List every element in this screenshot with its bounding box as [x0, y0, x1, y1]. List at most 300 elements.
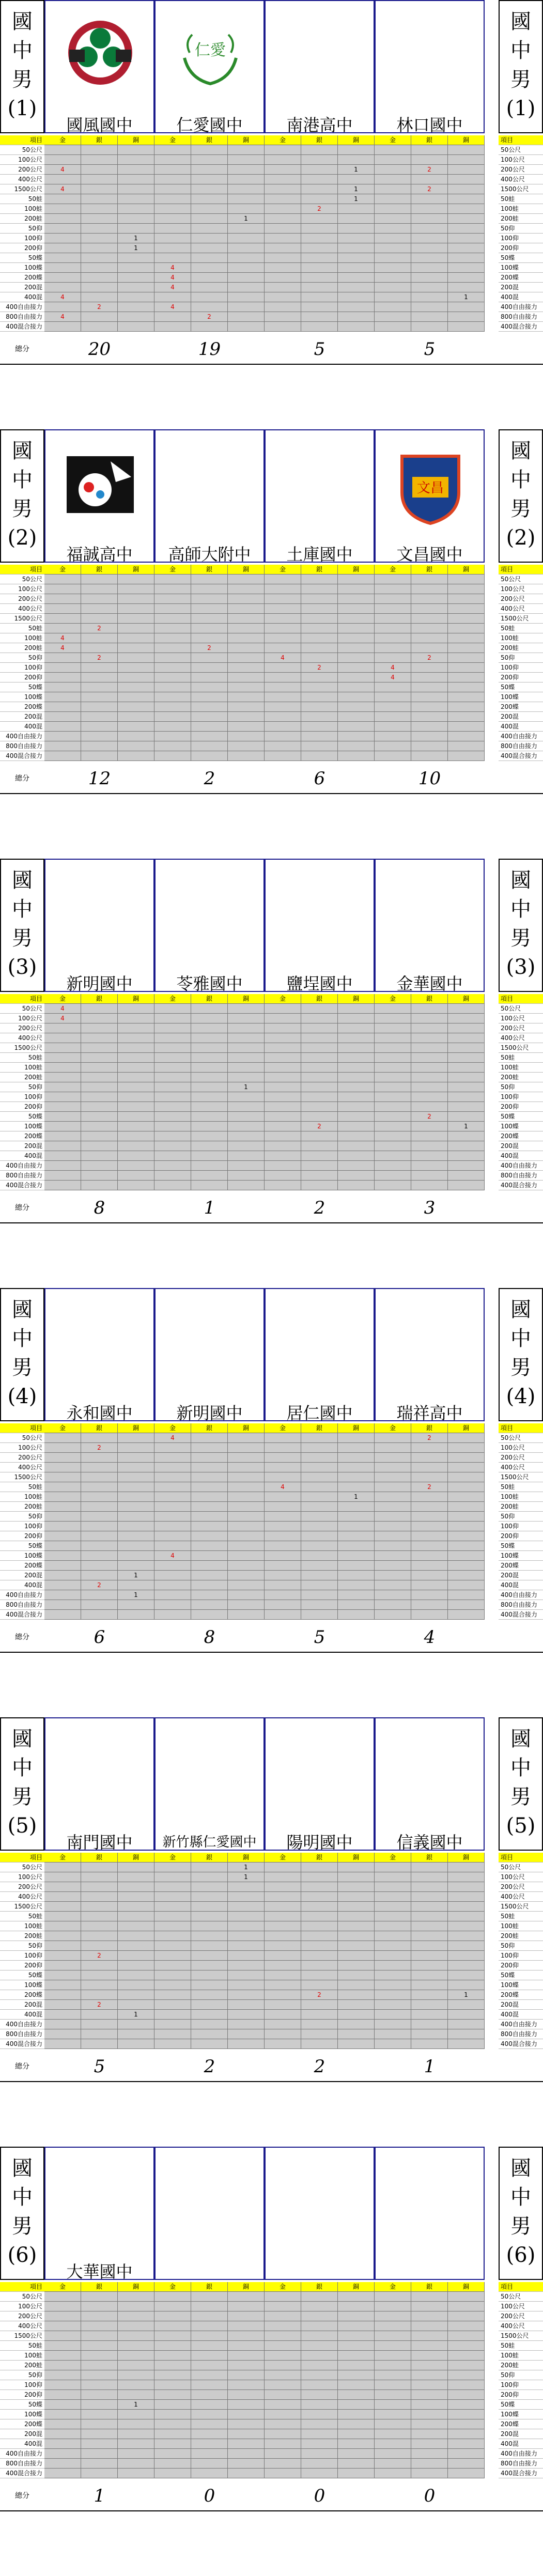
- medal-count-cell: [301, 2370, 338, 2380]
- medal-count-cell: [265, 614, 301, 624]
- event-name-right: 50蛙: [499, 194, 543, 204]
- medal-count-cell: [265, 1970, 301, 1980]
- event-name-right: 800自由接力: [499, 312, 543, 322]
- medal-count-cell: [375, 1433, 411, 1443]
- medal-type-header: 銅: [228, 994, 265, 1004]
- event-name-left: 400公尺: [0, 1033, 44, 1043]
- medal-count-cell: [154, 2469, 191, 2478]
- event-name-right: 400混合接力: [499, 1610, 543, 1620]
- medal-header-row: [0, 1853, 543, 1863]
- medal-count-cell: [81, 2351, 118, 2361]
- event-row: [0, 1453, 543, 1463]
- medal-count-cell: [228, 1600, 265, 1610]
- event-row: [0, 2429, 543, 2439]
- medal-count-cell: [338, 1433, 375, 1443]
- medal-count-cell: [154, 1092, 191, 1102]
- medal-count-cell: [338, 624, 375, 633]
- medal-count-cell: [265, 1053, 301, 1063]
- medal-count-cell: [44, 2459, 81, 2469]
- medal-count-cell: [154, 2400, 191, 2410]
- medal-count-cell: [375, 2469, 411, 2478]
- school-name: 新竹縣仁愛國中: [162, 1835, 257, 1850]
- side-label-char: 男: [12, 497, 33, 521]
- medal-count-cell: [338, 1073, 375, 1082]
- side-label-char: 男: [510, 497, 531, 521]
- medal-count-cell: [154, 1171, 191, 1181]
- medal-count-cell: [411, 1951, 448, 1961]
- event-name-right: 100蛙: [499, 633, 543, 643]
- medal-count-cell: [411, 1902, 448, 1912]
- medal-count-cell: [154, 1482, 191, 1492]
- event-row: [0, 1882, 543, 1892]
- medal-count-cell: [44, 2370, 81, 2380]
- event-name-left: 50公尺: [0, 145, 44, 155]
- medal-count-cell: [118, 1882, 154, 1892]
- medal-type-header: 金: [154, 1853, 191, 1863]
- medal-count-cell: [411, 2459, 448, 2469]
- medal-count-cell: [154, 1610, 191, 1620]
- total-label: 總分: [15, 774, 29, 783]
- side-label-char: 中: [510, 2185, 531, 2209]
- medal-count-cell: [191, 1970, 228, 1980]
- medal-count-cell: 1: [118, 1571, 154, 1580]
- medal-count-cell: [191, 1014, 228, 1023]
- event-row: [0, 204, 543, 214]
- medal-count-cell: [375, 1161, 411, 1171]
- medal-count-cell: [265, 1531, 301, 1541]
- medal-count-cell: [265, 1141, 301, 1151]
- medal-count-cell: [154, 1004, 191, 1014]
- medal-count-cell: [411, 2341, 448, 2351]
- medal-count-cell: [44, 1141, 81, 1151]
- medal-count-cell: [81, 1961, 118, 1970]
- medal-count-cell: [191, 2321, 228, 2331]
- medal-count-cell: 4: [265, 1482, 301, 1492]
- medal-count-cell: [118, 663, 154, 673]
- medal-count-cell: [154, 702, 191, 712]
- svg-text:文昌: 文昌: [416, 480, 444, 496]
- medal-count-cell: [191, 751, 228, 761]
- medal-count-cell: 2: [411, 1482, 448, 1492]
- medal-type-header: 銀: [191, 565, 228, 575]
- event-row: [0, 1872, 543, 1882]
- event-name-left: 400混合接力: [0, 1610, 44, 1620]
- medal-count-cell: [154, 204, 191, 214]
- medal-count-cell: [81, 145, 118, 155]
- medal-count-cell: [448, 653, 485, 663]
- medal-count-cell: [411, 2292, 448, 2302]
- medal-count-cell: [118, 1551, 154, 1561]
- event-row: [0, 2311, 543, 2321]
- medal-count-cell: [118, 2390, 154, 2400]
- medal-count-cell: [191, 2000, 228, 2010]
- medal-count-cell: [265, 1131, 301, 1141]
- event-name-right: 1500公尺: [499, 1472, 543, 1482]
- medal-count-cell: [265, 633, 301, 643]
- medal-count-cell: [44, 204, 81, 214]
- medal-count-cell: [154, 1014, 191, 1023]
- medal-count-cell: [301, 2361, 338, 2370]
- medal-count-cell: [191, 1522, 228, 1531]
- medal-count-cell: [411, 273, 448, 283]
- medal-count-cell: 2: [81, 1580, 118, 1590]
- event-name-right: 200混: [499, 2429, 543, 2439]
- medal-count-cell: [448, 741, 485, 751]
- medal-count-cell: [81, 1453, 118, 1463]
- medal-count-cell: [191, 273, 228, 283]
- medal-count-cell: [301, 1014, 338, 1023]
- medal-count-cell: [154, 2292, 191, 2302]
- medal-count-cell: [228, 204, 265, 214]
- medal-count-cell: [411, 2302, 448, 2311]
- event-name-left: 400自由接力: [0, 2449, 44, 2459]
- medal-type-header: 銀: [191, 1853, 228, 1863]
- event-name-left: 200仰: [0, 1102, 44, 1112]
- medal-count-cell: [44, 2469, 81, 2478]
- medal-type-header: 銅: [228, 1423, 265, 1433]
- medal-count-cell: [338, 243, 375, 253]
- side-label-char: (3): [506, 955, 536, 979]
- medal-count-cell: [338, 663, 375, 673]
- medal-count-cell: [411, 1600, 448, 1610]
- medal-count-cell: [118, 1122, 154, 1131]
- event-name-left: 400混合接力: [0, 751, 44, 761]
- medal-count-cell: [338, 214, 375, 224]
- event-name-left: 100蛙: [0, 2351, 44, 2361]
- medal-count-cell: [228, 155, 265, 165]
- medal-type-header: 銅: [228, 135, 265, 145]
- event-row: [0, 1033, 543, 1043]
- medal-count-cell: [301, 2459, 338, 2469]
- medal-type-header: 銅: [448, 2282, 485, 2292]
- medal-count-cell: [228, 1141, 265, 1151]
- event-name-left: 200公尺: [0, 165, 44, 175]
- medal-count-cell: [265, 1541, 301, 1551]
- medal-count-cell: [338, 1472, 375, 1482]
- medal-count-cell: [265, 2370, 301, 2380]
- medal-count-cell: [191, 2029, 228, 2039]
- event-row: [0, 1921, 543, 1931]
- medal-count-cell: [118, 1502, 154, 1512]
- medal-count-cell: [411, 682, 448, 692]
- medal-count-cell: [154, 322, 191, 332]
- medal-count-cell: [411, 204, 448, 214]
- medal-count-cell: [81, 614, 118, 624]
- side-label-char: 國: [12, 439, 33, 463]
- medal-type-header: 金: [375, 2282, 411, 2292]
- medal-count-cell: [338, 1522, 375, 1531]
- medal-count-cell: [448, 1980, 485, 1990]
- medal-count-cell: [338, 584, 375, 594]
- event-name-left: 50蛙: [0, 1053, 44, 1063]
- medal-count-cell: [301, 1522, 338, 1531]
- side-label-char: 男: [12, 68, 33, 91]
- side-label-char: 國: [510, 868, 531, 892]
- medal-count-cell: [44, 1102, 81, 1112]
- medal-count-cell: [375, 751, 411, 761]
- event-name-right: 400公尺: [499, 175, 543, 184]
- school-header-cell: [375, 1288, 485, 1421]
- school-name: 信義國中: [396, 1833, 463, 1852]
- medal-count-cell: [301, 2419, 338, 2429]
- event-name-left: 1500公尺: [0, 614, 44, 624]
- medal-count-cell: [44, 1941, 81, 1951]
- event-row: [0, 1112, 543, 1122]
- medal-count-cell: [81, 1571, 118, 1580]
- medal-type-header: 金: [375, 565, 411, 575]
- event-name-left: 800自由接力: [0, 312, 44, 322]
- medal-count-cell: [448, 1902, 485, 1912]
- medal-count-cell: [44, 1472, 81, 1482]
- medal-count-cell: [301, 1433, 338, 1443]
- event-name-right: 1500公尺: [499, 184, 543, 194]
- medal-count-cell: [448, 1580, 485, 1590]
- medal-count-cell: [448, 1610, 485, 1620]
- event-header-right: 項目: [499, 1853, 543, 1863]
- medal-type-header: 金: [44, 1423, 81, 1433]
- medal-count-cell: [411, 1023, 448, 1033]
- medal-count-cell: [301, 1141, 338, 1151]
- medal-count-cell: [265, 234, 301, 243]
- medal-count-cell: [44, 1171, 81, 1181]
- medal-count-cell: [301, 2469, 338, 2478]
- medal-count-cell: [338, 2000, 375, 2010]
- medal-type-header: 金: [265, 1853, 301, 1863]
- medal-count-cell: [191, 204, 228, 214]
- medal-type-header: 銀: [301, 1853, 338, 1863]
- medal-count-cell: [411, 292, 448, 302]
- medal-count-cell: [228, 1502, 265, 1512]
- medal-count-cell: [191, 1151, 228, 1161]
- medal-count-cell: [411, 1092, 448, 1102]
- medal-count-cell: [81, 1053, 118, 1063]
- medal-count-cell: [44, 1073, 81, 1082]
- medal-count-cell: [44, 283, 81, 292]
- medal-count-cell: [228, 682, 265, 692]
- medal-count-cell: [375, 2020, 411, 2029]
- event-row: [0, 1141, 543, 1151]
- medal-count-cell: [228, 1531, 265, 1541]
- event-name-left: 100公尺: [0, 155, 44, 165]
- medal-count-cell: [265, 712, 301, 722]
- event-name-right: 100蛙: [499, 1921, 543, 1931]
- event-row: [0, 2400, 543, 2410]
- event-row: [0, 1561, 543, 1571]
- medal-count-cell: [411, 1053, 448, 1063]
- medal-count-cell: [118, 2020, 154, 2029]
- medal-count-cell: [154, 234, 191, 243]
- medal-count-cell: [118, 2380, 154, 2390]
- event-row: [0, 1433, 543, 1443]
- medal-count-cell: [448, 2000, 485, 2010]
- school-total: 5: [314, 1627, 325, 1648]
- medal-type-header: 銀: [81, 994, 118, 1004]
- medal-count-cell: [44, 2419, 81, 2429]
- medal-count-cell: [154, 2000, 191, 2010]
- event-name-right: 400自由接力: [499, 2020, 543, 2029]
- medal-count-cell: [301, 2311, 338, 2321]
- event-row: [0, 1590, 543, 1600]
- medal-count-cell: [301, 614, 338, 624]
- medal-count-cell: [411, 741, 448, 751]
- event-name-right: 400混: [499, 2439, 543, 2449]
- medal-count-cell: 1: [228, 214, 265, 224]
- medal-panel: [0, 859, 543, 1288]
- medal-count-cell: [81, 1980, 118, 1990]
- medal-count-cell: [411, 302, 448, 312]
- medal-count-cell: [448, 1892, 485, 1902]
- event-name-right: 100蝶: [499, 1980, 543, 1990]
- medal-count-cell: [338, 1112, 375, 1122]
- medal-count-cell: [375, 702, 411, 712]
- event-name-right: 1500公尺: [499, 1043, 543, 1053]
- medal-count-cell: [228, 1482, 265, 1492]
- medal-count-cell: [154, 1541, 191, 1551]
- medal-count-cell: [44, 1043, 81, 1053]
- medal-count-cell: [375, 2419, 411, 2429]
- medal-count-cell: [228, 1571, 265, 1580]
- medal-count-cell: [448, 1512, 485, 1522]
- event-name-left: 100仰: [0, 1951, 44, 1961]
- medal-count-cell: [191, 1472, 228, 1482]
- event-row: [0, 2039, 543, 2049]
- medal-count-cell: [448, 2311, 485, 2321]
- medal-count-cell: [191, 243, 228, 253]
- medal-count-cell: [338, 604, 375, 614]
- medal-count-cell: [228, 2419, 265, 2429]
- medal-count-cell: [411, 2400, 448, 2410]
- medal-count-cell: 2: [81, 653, 118, 663]
- medal-count-cell: [448, 1014, 485, 1023]
- medal-count-cell: [191, 633, 228, 643]
- medal-count-cell: [228, 1580, 265, 1590]
- medal-count-cell: [118, 1063, 154, 1073]
- medal-type-header: 銀: [301, 2282, 338, 2292]
- medal-count-cell: [338, 1014, 375, 1023]
- medal-count-cell: [265, 1863, 301, 1872]
- event-row: [0, 1472, 543, 1482]
- medal-count-cell: [448, 1951, 485, 1961]
- event-row: [0, 2000, 543, 2010]
- medal-count-cell: [154, 1892, 191, 1902]
- medal-count-cell: [301, 155, 338, 165]
- event-row: [0, 2321, 543, 2331]
- school-header-cell: [375, 429, 485, 563]
- medal-count-cell: [81, 1151, 118, 1161]
- medal-count-cell: [338, 692, 375, 702]
- medal-count-cell: [338, 1502, 375, 1512]
- medal-count-cell: [118, 1023, 154, 1033]
- medal-count-cell: [191, 1980, 228, 1990]
- medal-count-cell: 4: [44, 1004, 81, 1014]
- medal-count-cell: [448, 184, 485, 194]
- medal-count-cell: [411, 1531, 448, 1541]
- event-row: [0, 175, 543, 184]
- medal-count-cell: [448, 1063, 485, 1073]
- medal-count-cell: [301, 1941, 338, 1951]
- medal-count-cell: [338, 2449, 375, 2459]
- medal-count-cell: [301, 633, 338, 643]
- medal-count-cell: [265, 663, 301, 673]
- medal-count-cell: [154, 1063, 191, 1073]
- event-name-left: 400自由接力: [0, 1161, 44, 1171]
- medal-count-cell: [118, 1181, 154, 1190]
- school-header-cell: [375, 2147, 485, 2280]
- side-label-char: 男: [12, 2214, 33, 2238]
- medal-count-cell: [44, 2351, 81, 2361]
- medal-count-cell: [118, 2419, 154, 2429]
- side-label-char: (5): [7, 1814, 37, 1838]
- event-name-left: 200混: [0, 1571, 44, 1580]
- medal-count-cell: [44, 2331, 81, 2341]
- side-label-char: 中: [12, 468, 33, 492]
- medal-count-cell: 4: [44, 184, 81, 194]
- side-label-right: [499, 2147, 543, 2280]
- event-row: [0, 1892, 543, 1902]
- medal-count-cell: [228, 2292, 265, 2302]
- event-name-right: 400公尺: [499, 604, 543, 614]
- medal-type-header: 金: [154, 1423, 191, 1433]
- medal-count-cell: [191, 155, 228, 165]
- medal-count-cell: [228, 604, 265, 614]
- medal-count-cell: [154, 1023, 191, 1033]
- medal-count-cell: [338, 1902, 375, 1912]
- medal-count-cell: [448, 1004, 485, 1014]
- medal-count-cell: [448, 1443, 485, 1453]
- medal-count-cell: [448, 643, 485, 653]
- medal-count-cell: [228, 732, 265, 741]
- medal-panel: [0, 429, 543, 859]
- medal-count-cell: [301, 1571, 338, 1580]
- medal-count-cell: [44, 722, 81, 732]
- medal-count-cell: [301, 253, 338, 263]
- medal-count-cell: [411, 2380, 448, 2390]
- medal-count-cell: [411, 2321, 448, 2331]
- medal-count-cell: 4: [44, 292, 81, 302]
- side-label-char: 中: [510, 468, 531, 492]
- medal-count-cell: [375, 145, 411, 155]
- medal-count-cell: [411, 253, 448, 263]
- medal-count-cell: [411, 1453, 448, 1463]
- medal-count-cell: [154, 1931, 191, 1941]
- event-row: [0, 722, 543, 732]
- medal-count-cell: [191, 1921, 228, 1931]
- medal-count-cell: [118, 322, 154, 332]
- medal-count-cell: [301, 2010, 338, 2020]
- medal-count-cell: [301, 292, 338, 302]
- medal-count-cell: [338, 263, 375, 273]
- event-name-left: 400混: [0, 2010, 44, 2020]
- school-name: 苓雅國中: [176, 974, 243, 994]
- medal-count-cell: [448, 1600, 485, 1610]
- event-name-right: 100仰: [499, 1951, 543, 1961]
- medal-count-cell: [411, 1541, 448, 1551]
- medal-count-cell: [81, 234, 118, 243]
- medal-count-cell: [265, 2449, 301, 2459]
- medal-count-cell: [118, 653, 154, 663]
- medal-count-cell: [191, 1902, 228, 1912]
- medal-type-header: 銀: [411, 1853, 448, 1863]
- medal-count-cell: [81, 1141, 118, 1151]
- medal-count-cell: [228, 1151, 265, 1161]
- medal-count-cell: [411, 322, 448, 332]
- medal-count-cell: [81, 1990, 118, 2000]
- event-name-right: 100蝶: [499, 263, 543, 273]
- medal-count-cell: [81, 1023, 118, 1033]
- medal-count-cell: [118, 1980, 154, 1990]
- medal-count-cell: [191, 302, 228, 312]
- event-name-left: 400公尺: [0, 2321, 44, 2331]
